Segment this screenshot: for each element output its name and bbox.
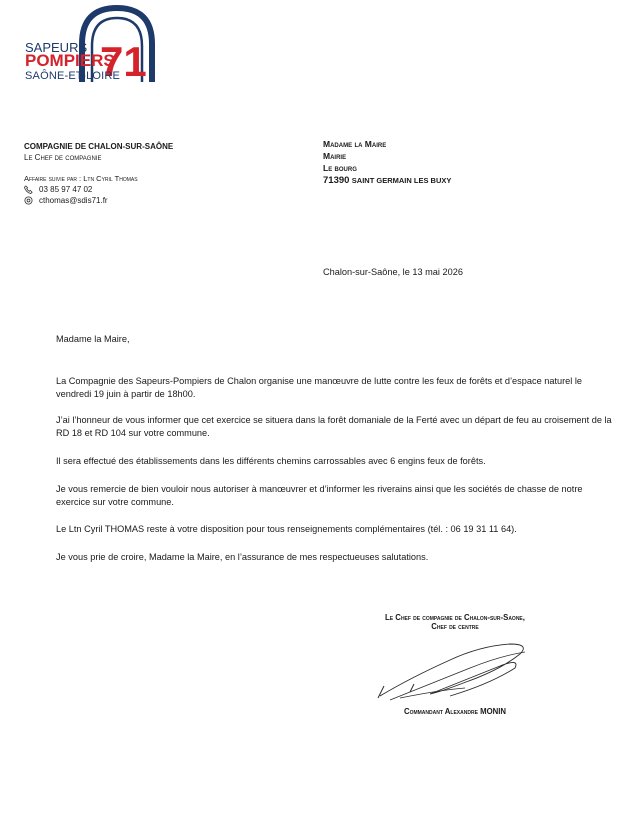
date-line: Chalon-sur-Saône, le 13 mai 2026 [323,267,463,277]
sender-phone: 03 85 97 47 02 [39,185,93,194]
recipient-block [323,138,451,187]
at-sign-icon [24,196,33,205]
body-paragraph-5: Le Ltn Cyril THOMAS reste à votre disposition pour tous renseignements complémentaires (tél. : 06 19 31 11 64). [56,524,517,534]
sender-block [24,141,173,206]
sender-email-row [24,195,173,206]
signature-title [330,613,580,631]
sender-email[interactable]: cthomas@sdis71.fr [39,196,108,205]
logo-line-department: SAÔNE-ET-LOIRE [25,70,121,82]
signature-title-line-2: Chef de centre [431,622,479,631]
body-paragraph-6: Je vous prie de croire, Madame la Maire, en l’assurance de mes respectueuses salutations. [56,552,429,562]
body-paragraph-1: La Compagnie des Sapeurs-Pompiers de Chalon organise une manœuvre de lutte contre les feux de forêts et d’espace naturel le vendredi 19 juin à partir de 18h00. [56,376,583,399]
body-paragraph-3: Il sera effectué des établissements dans les différents chemins carrossables avec 6 engins feux de forêts. [56,456,486,466]
body-paragraph-2: J’ai l’honneur de vous informer que cet exercice se situera dans la forêt domaniale de la Ferté avec un départ de feu au croisement de la RD 18 et RD 104 sur votre commune. [56,415,612,438]
logo-number: 71 [100,38,147,84]
phone-icon [24,185,33,194]
sender-role: Le Chef de compagnie [24,153,102,162]
recipient-line-4 [323,174,451,187]
logo-line-sapeurs: SAPEURS [25,40,88,55]
sender-followed-by: Affaire suivie par : Ltn Cyril Thomas [24,174,138,183]
sdis71-logo [22,4,162,84]
recipient-city: SAINT GERMAIN LES BUXY [351,176,452,185]
recipient-line-2: Mairie [323,151,347,161]
recipient-postcode: 71390 [323,175,350,186]
recipient-line-3: Le bourg [323,163,357,173]
sender-phone-row [24,184,173,195]
handwritten-signature [370,638,550,710]
sender-company: COMPAGNIE DE CHALON-SUR-SAÔNE [24,142,174,151]
salutation: Madame la Maire, [56,334,130,344]
signature-name: Commandant Alexandre MONIN [403,707,507,716]
recipient-line-1: Madame la Maire [323,139,387,149]
signature-title-line-1: Le Chef de compagnie de Chalon-sur-Saone, [385,613,525,622]
logo-line-pompiers: POMPIERS [25,51,115,70]
body-paragraph-4: Je vous remercie de bien vouloir nous autoriser à manœuvrer et d’informer les riverains ainsi que les sociétés de chasse de notre exercice sur votre commune. [56,484,583,507]
